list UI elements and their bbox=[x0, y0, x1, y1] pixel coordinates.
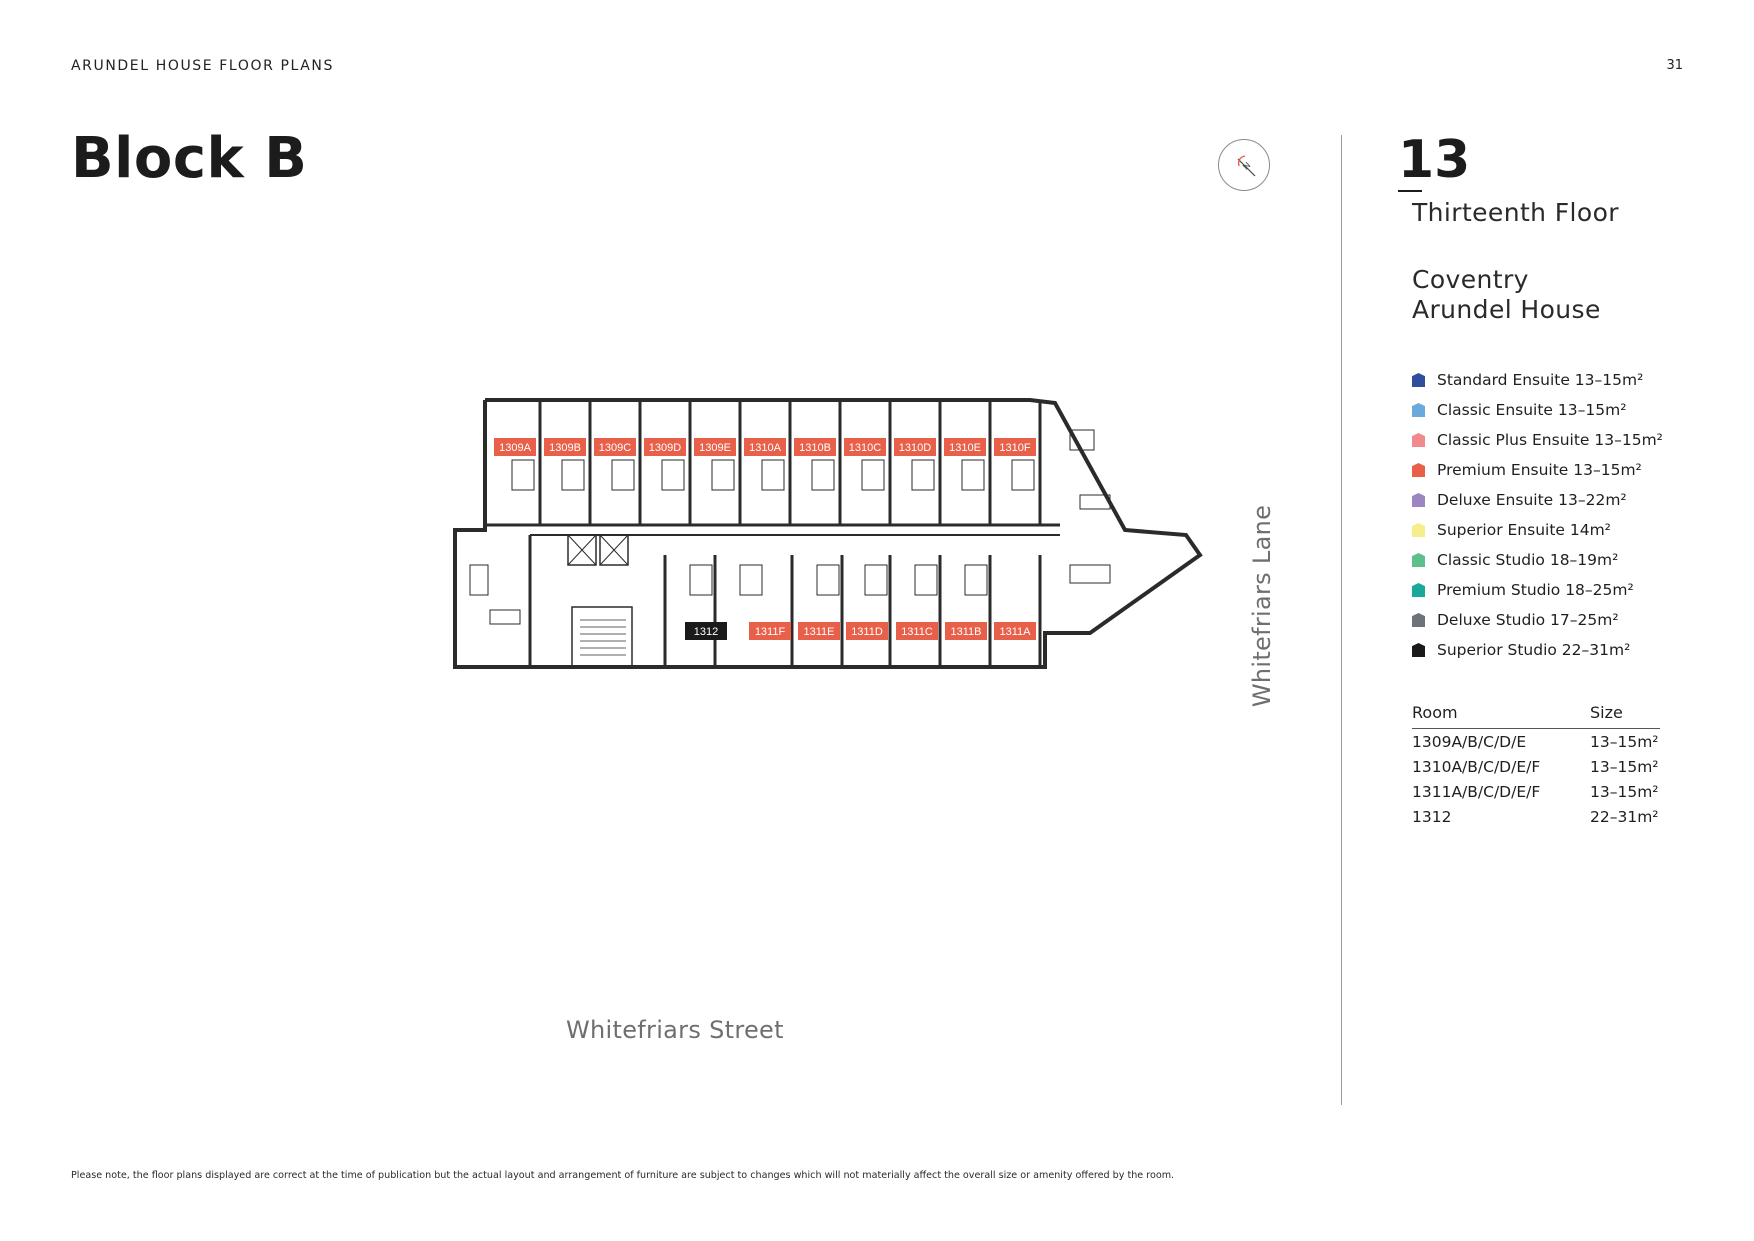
room-cell: 1312 bbox=[1412, 807, 1452, 826]
svg-text:N: N bbox=[1240, 159, 1253, 172]
block-title: Block B bbox=[71, 126, 308, 191]
legend-label: Deluxe Studio 17–25m² bbox=[1437, 611, 1619, 629]
svg-text:1312: 1312 bbox=[693, 626, 719, 638]
legend-swatch bbox=[1412, 433, 1425, 447]
building-city: Coventry bbox=[1412, 265, 1529, 294]
svg-text:1309A: 1309A bbox=[499, 442, 531, 454]
room-tag-1310f[interactable] bbox=[994, 438, 1036, 456]
disclaimer-text: Please note, the floor plans displayed are correct at the time of publication but the actual layout and arrangement of furniture are subject to changes which will not materially affect the overall size or amenity offered by the room. bbox=[71, 1170, 1175, 1181]
legend-label: Classic Plus Ensuite 13–15m² bbox=[1437, 431, 1663, 449]
room-tag-1310d[interactable] bbox=[894, 438, 936, 456]
legend-swatch bbox=[1412, 403, 1425, 417]
room-tag-1312[interactable] bbox=[685, 622, 727, 640]
room-tag-1311c[interactable] bbox=[896, 622, 938, 640]
legend-label: Superior Ensuite 14m² bbox=[1437, 521, 1611, 539]
legend-swatch bbox=[1412, 553, 1425, 567]
room-type-legend bbox=[1412, 365, 1742, 665]
table-row bbox=[1412, 754, 1660, 779]
legend-swatch bbox=[1412, 523, 1425, 537]
svg-text:1311D: 1311D bbox=[851, 626, 883, 638]
room-tag-1309e[interactable] bbox=[694, 438, 736, 456]
vertical-divider bbox=[1341, 135, 1342, 1105]
room-tag-1309a[interactable] bbox=[494, 438, 536, 456]
svg-text:1311C: 1311C bbox=[901, 626, 933, 638]
legend-item bbox=[1412, 455, 1742, 485]
room-tag-1310b[interactable] bbox=[794, 438, 836, 456]
size-cell: 13–15m² bbox=[1590, 732, 1659, 751]
building-name: Arundel House bbox=[1412, 295, 1601, 324]
legend-item bbox=[1412, 605, 1742, 635]
size-cell: 22–31m² bbox=[1590, 807, 1659, 826]
room-tag-1309d[interactable] bbox=[644, 438, 686, 456]
street-label-bottom: Whitefriars Street bbox=[566, 1016, 784, 1044]
room-tag-1309b[interactable] bbox=[544, 438, 586, 456]
legend-item bbox=[1412, 515, 1742, 545]
room-cell: 1309A/B/C/D/E bbox=[1412, 732, 1527, 751]
legend-swatch bbox=[1412, 583, 1425, 597]
legend-label: Standard Ensuite 13–15m² bbox=[1437, 371, 1644, 389]
legend-item bbox=[1412, 575, 1742, 605]
svg-text:1309E: 1309E bbox=[699, 442, 731, 454]
room-tag-1310c[interactable] bbox=[844, 438, 886, 456]
legend-label: Classic Ensuite 13–15m² bbox=[1437, 401, 1627, 419]
legend-swatch bbox=[1412, 613, 1425, 627]
room-tag-1311d[interactable] bbox=[846, 622, 888, 640]
size-table-header bbox=[1412, 703, 1660, 729]
room-tag-1311a[interactable] bbox=[994, 622, 1036, 640]
svg-text:1311A: 1311A bbox=[999, 626, 1031, 638]
svg-text:1310E: 1310E bbox=[949, 442, 981, 454]
svg-text:1310A: 1310A bbox=[749, 442, 781, 454]
legend-label: Superior Studio 22–31m² bbox=[1437, 641, 1631, 659]
room-tag-1311f[interactable] bbox=[749, 622, 791, 640]
svg-text:1311F: 1311F bbox=[754, 626, 786, 638]
room-tag-1311e[interactable] bbox=[798, 622, 840, 640]
room-size-table bbox=[1412, 703, 1660, 829]
size-table-header-room: Room bbox=[1412, 703, 1458, 722]
legend-item bbox=[1412, 635, 1742, 665]
table-row bbox=[1412, 779, 1660, 804]
legend-item bbox=[1412, 425, 1742, 455]
room-tag-1309c[interactable] bbox=[594, 438, 636, 456]
legend-swatch bbox=[1412, 463, 1425, 477]
svg-text:1310F: 1310F bbox=[999, 442, 1031, 454]
floor-number: 13 bbox=[1398, 130, 1471, 190]
room-tag-1310e[interactable] bbox=[944, 438, 986, 456]
svg-text:1309B: 1309B bbox=[549, 442, 581, 454]
legend-label: Classic Studio 18–19m² bbox=[1437, 551, 1619, 569]
legend-item bbox=[1412, 485, 1742, 515]
svg-text:1311E: 1311E bbox=[803, 626, 835, 638]
svg-text:1310C: 1310C bbox=[848, 442, 882, 454]
table-row bbox=[1412, 804, 1660, 829]
room-cell: 1310A/B/C/D/E/F bbox=[1412, 757, 1541, 776]
size-table-header-size: Size bbox=[1590, 703, 1623, 722]
floor-plan bbox=[450, 395, 1210, 675]
room-cell: 1311A/B/C/D/E/F bbox=[1412, 782, 1541, 801]
legend-swatch bbox=[1412, 643, 1425, 657]
size-cell: 13–15m² bbox=[1590, 782, 1659, 801]
size-cell: 13–15m² bbox=[1590, 757, 1659, 776]
floor-name: Thirteenth Floor bbox=[1412, 198, 1619, 227]
legend-swatch bbox=[1412, 493, 1425, 507]
room-tag-1311b[interactable] bbox=[945, 622, 987, 640]
room-tag-1310a[interactable] bbox=[744, 438, 786, 456]
legend-label: Premium Studio 18–25m² bbox=[1437, 581, 1634, 599]
legend-label: Premium Ensuite 13–15m² bbox=[1437, 461, 1642, 479]
table-row bbox=[1412, 729, 1660, 754]
legend-swatch bbox=[1412, 373, 1425, 387]
legend-item bbox=[1412, 365, 1742, 395]
svg-text:1310D: 1310D bbox=[898, 442, 932, 454]
legend-label: Deluxe Ensuite 13–22m² bbox=[1437, 491, 1627, 509]
legend-item bbox=[1412, 545, 1742, 575]
svg-text:1311B: 1311B bbox=[950, 626, 982, 638]
legend-item bbox=[1412, 395, 1742, 425]
north-compass-icon bbox=[1218, 139, 1270, 191]
floor-number-underline bbox=[1398, 190, 1422, 192]
svg-text:1309C: 1309C bbox=[598, 442, 632, 454]
svg-text:1309D: 1309D bbox=[648, 442, 682, 454]
svg-text:1310B: 1310B bbox=[799, 442, 831, 454]
street-label-side: Whitefriars Lane bbox=[1248, 504, 1276, 708]
page-number: 31 bbox=[1666, 58, 1683, 73]
header-title: ARUNDEL HOUSE FLOOR PLANS bbox=[71, 58, 334, 74]
